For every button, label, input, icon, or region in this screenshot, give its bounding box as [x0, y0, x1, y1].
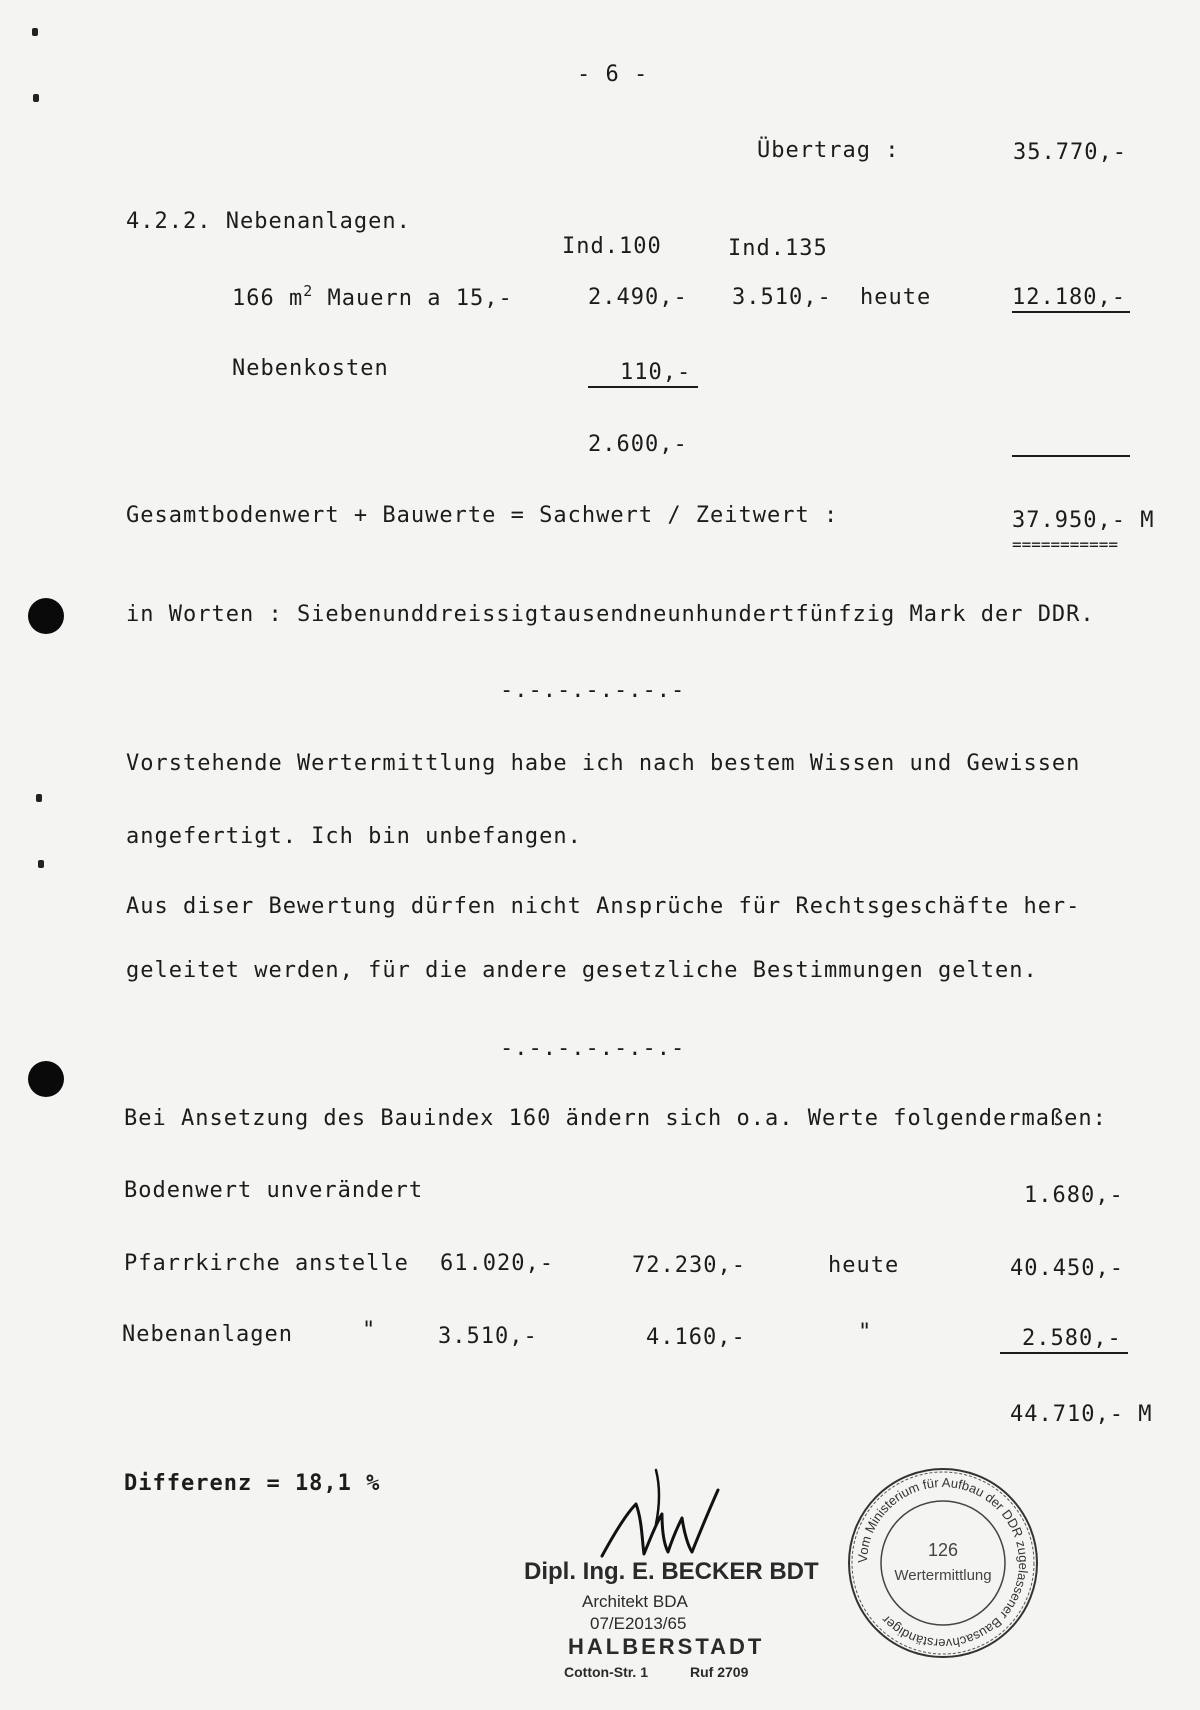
mauern-result: 12.180,- — [1012, 285, 1126, 310]
mauern-unit-exponent: 2 — [303, 282, 314, 300]
punch-hole-top — [28, 598, 64, 634]
paragraph-line-2: angefertigt. Ich bin unbefangen. — [126, 824, 582, 849]
mauern-qty: 166 m — [232, 286, 304, 311]
index-100-header: Ind.100 — [562, 234, 662, 259]
sum-underline — [1012, 455, 1130, 457]
margin-mark — [36, 794, 42, 802]
pfarrkirche-value: 40.450,- — [1010, 1256, 1124, 1281]
punch-hole-bottom — [28, 1061, 64, 1097]
uebertrag-label: Übertrag : — [757, 138, 900, 163]
nebenkosten-underline — [588, 386, 698, 388]
stamp-name: Dipl. Ing. E. BECKER BDT — [524, 1558, 819, 1585]
paragraph-line-1: Vorstehende Wertermittlung habe ich nach bestem Wissen und Gewissen — [126, 751, 1081, 776]
pfarrkirche-label: Pfarrkirche anstelle — [124, 1251, 409, 1276]
gesamt-label: Gesamtbodenwert + Bauwerte = Sachwert / Zeitwert : — [126, 503, 839, 528]
nebenanlagen-new: 4.160,- — [646, 1325, 746, 1350]
index160-intro: Bei Ansetzung des Bauindex 160 ändern sich o.a. Werte folgendermaßen: — [124, 1106, 1107, 1131]
pfarrkirche-old: 61.020,- — [440, 1251, 554, 1276]
margin-mark — [33, 94, 39, 102]
nebenkosten-label: Nebenkosten — [232, 356, 389, 381]
pfarrkirche-heute: heute — [828, 1253, 900, 1278]
nebenkosten-value: 110,- — [620, 360, 692, 385]
result-underline — [1012, 311, 1130, 313]
mauern-heute: heute — [860, 285, 932, 310]
pfarrkirche-new: 72.230,- — [632, 1253, 746, 1278]
mauern-value-135: 3.510,- — [732, 285, 832, 310]
nebenanlagen-label: Nebenanlagen — [122, 1322, 293, 1347]
separator-2: -.-.-.-.-.-.- — [500, 1036, 686, 1061]
gesamt-value: 37.950,- M — [1012, 508, 1155, 533]
margin-mark — [38, 860, 44, 868]
differenz: Differenz = 18,1 % — [124, 1471, 381, 1496]
nebenanlagen-value: 2.580,- — [1022, 1326, 1122, 1351]
stamp-title: Architekt BDA — [582, 1592, 688, 1611]
stamp-city: HALBERSTADT — [568, 1634, 765, 1659]
seal-graphic — [846, 1466, 1040, 1660]
seal-number: 126 — [927, 1540, 959, 1560]
stamp-number: 07/E2013/65 — [590, 1614, 687, 1633]
official-seal — [846, 1466, 1040, 1660]
seal-center-text: Wertermittlung — [894, 1567, 992, 1584]
index-135-header: Ind.135 — [728, 236, 828, 261]
paragraph-line-4: geleitet werden, für die andere gesetzliche Bestimmungen gelten. — [126, 958, 1038, 983]
stamp-phone: Ruf 2709 — [690, 1664, 749, 1680]
bodenwert-value: 1.680,- — [1024, 1183, 1124, 1208]
section-heading: 4.2.2. Nebenanlagen. — [126, 209, 411, 234]
nebenanlagen-underline — [1000, 1352, 1128, 1354]
margin-mark — [32, 28, 38, 36]
mauern-label: Mauern a 15,- — [327, 286, 513, 311]
page-number: - 6 - — [577, 62, 649, 87]
separator-1: -.-.-.-.-.-.- — [500, 678, 686, 703]
seal-ring-text: Vom Ministerium für Aufbau der DDR zugelassener Bausachverständiger — [854, 1474, 1032, 1652]
in-worten: in Worten : Siebenunddreissigtausendneunhundertfünfzig Mark der DDR. — [126, 602, 1095, 627]
sum-100: 2.600,- — [588, 432, 688, 457]
gesamt-double-underline: =========== — [1012, 535, 1118, 554]
index160-total: 44.710,- M — [1010, 1402, 1153, 1427]
signature — [596, 1464, 746, 1568]
mauern-value-100: 2.490,- — [588, 285, 688, 310]
uebertrag-value: 35.770,- — [1013, 140, 1127, 165]
nebenanlagen-ditto: " — [362, 1318, 377, 1343]
nebenanlagen-ditto-2: " — [858, 1320, 873, 1345]
nebenanlagen-old: 3.510,- — [438, 1324, 538, 1349]
bodenwert-label: Bodenwert unverändert — [124, 1178, 424, 1203]
stamp-address: Cotton-Str. 1 — [564, 1664, 648, 1680]
mauern-row — [232, 284, 513, 310]
paragraph-line-3: Aus diser Bewertung dürfen nicht Ansprüche für Rechtsgeschäfte her- — [126, 894, 1081, 919]
